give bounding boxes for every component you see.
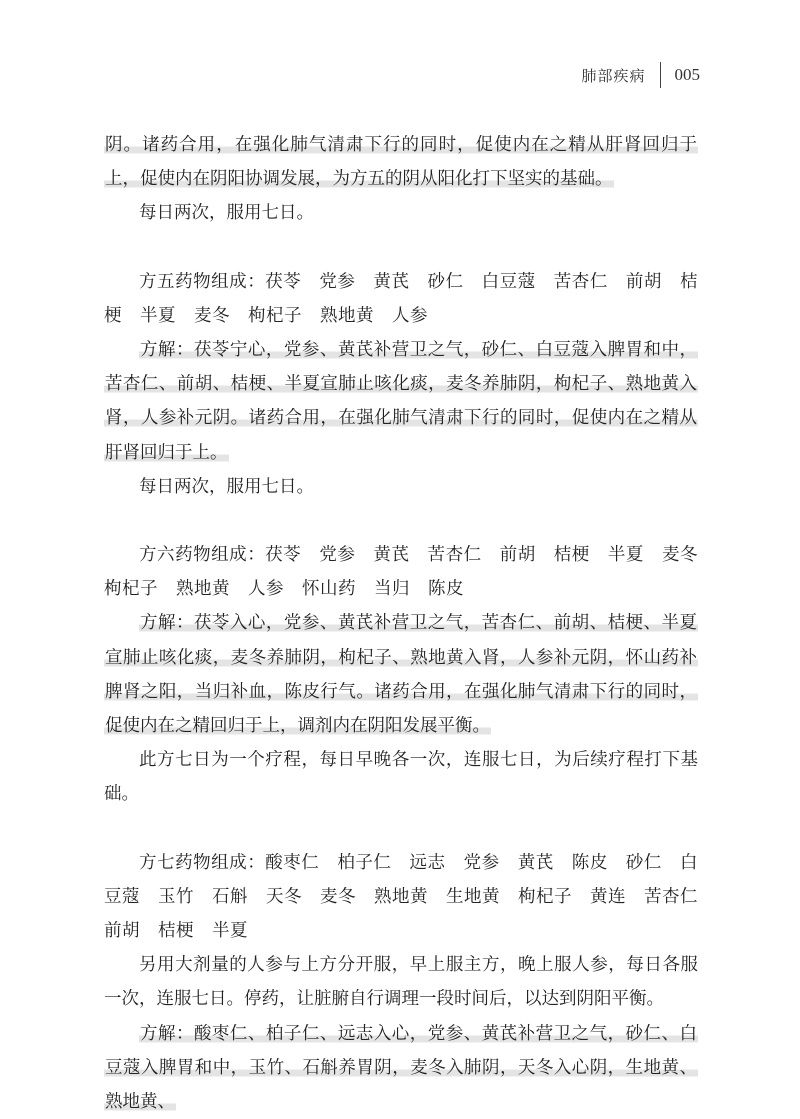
paragraph-text: 阴。诸药合用，在强化肺气清肃下行的同时，促使内在之精从肝肾回归于上，促使内在阴阳协调发展，为方五的阴从阳化打下坚实的基础。 [105,135,697,190]
formula-5-explanation [104,333,698,470]
paragraph-text: 方解：茯苓入心，党参、黄芪补营卫之气，苦杏仁、前胡、桔梗、半夏宣肺止咳化痰，麦冬养肺阴，枸杞子、熟地黄入肾，人参补元阴，怀山药补脾肾之阳，当归补血，陈皮行气。诸药合用，在强化肺气清肃下行的同时，促使内在之精回归于上，调剂内在阴阳发展平衡。 [105,613,697,737]
paragraph-text: 方解：酸枣仁、柏子仁、远志入心，党参、黄芪补营卫之气，砂仁、白豆蔻入脾胃和中，玉竹、石斛养胃阴，麦冬入肺阴，天冬入心阴，生地黄、熟地黄、 [105,1023,697,1113]
page-body [104,128,716,1119]
formula-6-course: 此方七日为一个疗程，每日早晚各一次，连服七日，为后续疗程打下基础。 [104,750,698,805]
formula-5-ingredients: 方五药物组成：茯苓 党参 黄芪 砂仁 白豆蔻 苦杏仁 前胡 桔梗 半夏 麦冬 枸杞子 熟地黄 人参 [104,271,698,326]
running-header [581,62,700,88]
paragraph-text: 方解：茯苓宁心，党参、黄芪补营卫之气，砂仁、白豆蔻入脾胃和中，苦杏仁、前胡、桔梗、半夏宣肺止咳化痰，麦冬养肺阴，枸杞子、熟地黄入肾，人参补元阴。诸药合用，在强化肺气清肃下行的同时，促使内在之精从肝肾回归于上。 [105,340,697,463]
formula-7-usage: 另用大剂量的人参与上方分开服，早上服主方，晚上服人参，每日各服一次，连服七日。停药，让脏腑自行调理一段时间后，以达到阴阳平衡。 [104,955,698,1010]
formula-5-dosage: 每日两次，服用七日。 [139,476,314,497]
formula-6-explanation [104,606,698,743]
chapter-title: 肺部疾病 [581,66,646,85]
dosage-note: 每日两次，服用七日。 [139,203,314,224]
section-gap [104,504,698,538]
header-divider [660,62,661,88]
section-gap [104,812,698,846]
paragraph-continued-explanation [104,128,698,196]
section-gap [104,231,698,265]
formula-7-ingredients: 方七药物组成：酸枣仁 柏子仁 远志 党参 黄芪 陈皮 砂仁 白豆蔻 玉竹 石斛 天冬 麦冬 熟地黄 生地黄 枸杞子 黄连 苦杏仁 前胡 桔梗 半夏 [104,852,716,942]
page-number: 005 [674,65,700,84]
formula-6-ingredients: 方六药物组成：茯苓 党参 黄芪 苦杏仁 前胡 桔梗 半夏 麦冬 枸杞子 熟地黄 人参 怀山药 当归 陈皮 [104,545,716,600]
formula-7-explanation [104,1017,698,1119]
